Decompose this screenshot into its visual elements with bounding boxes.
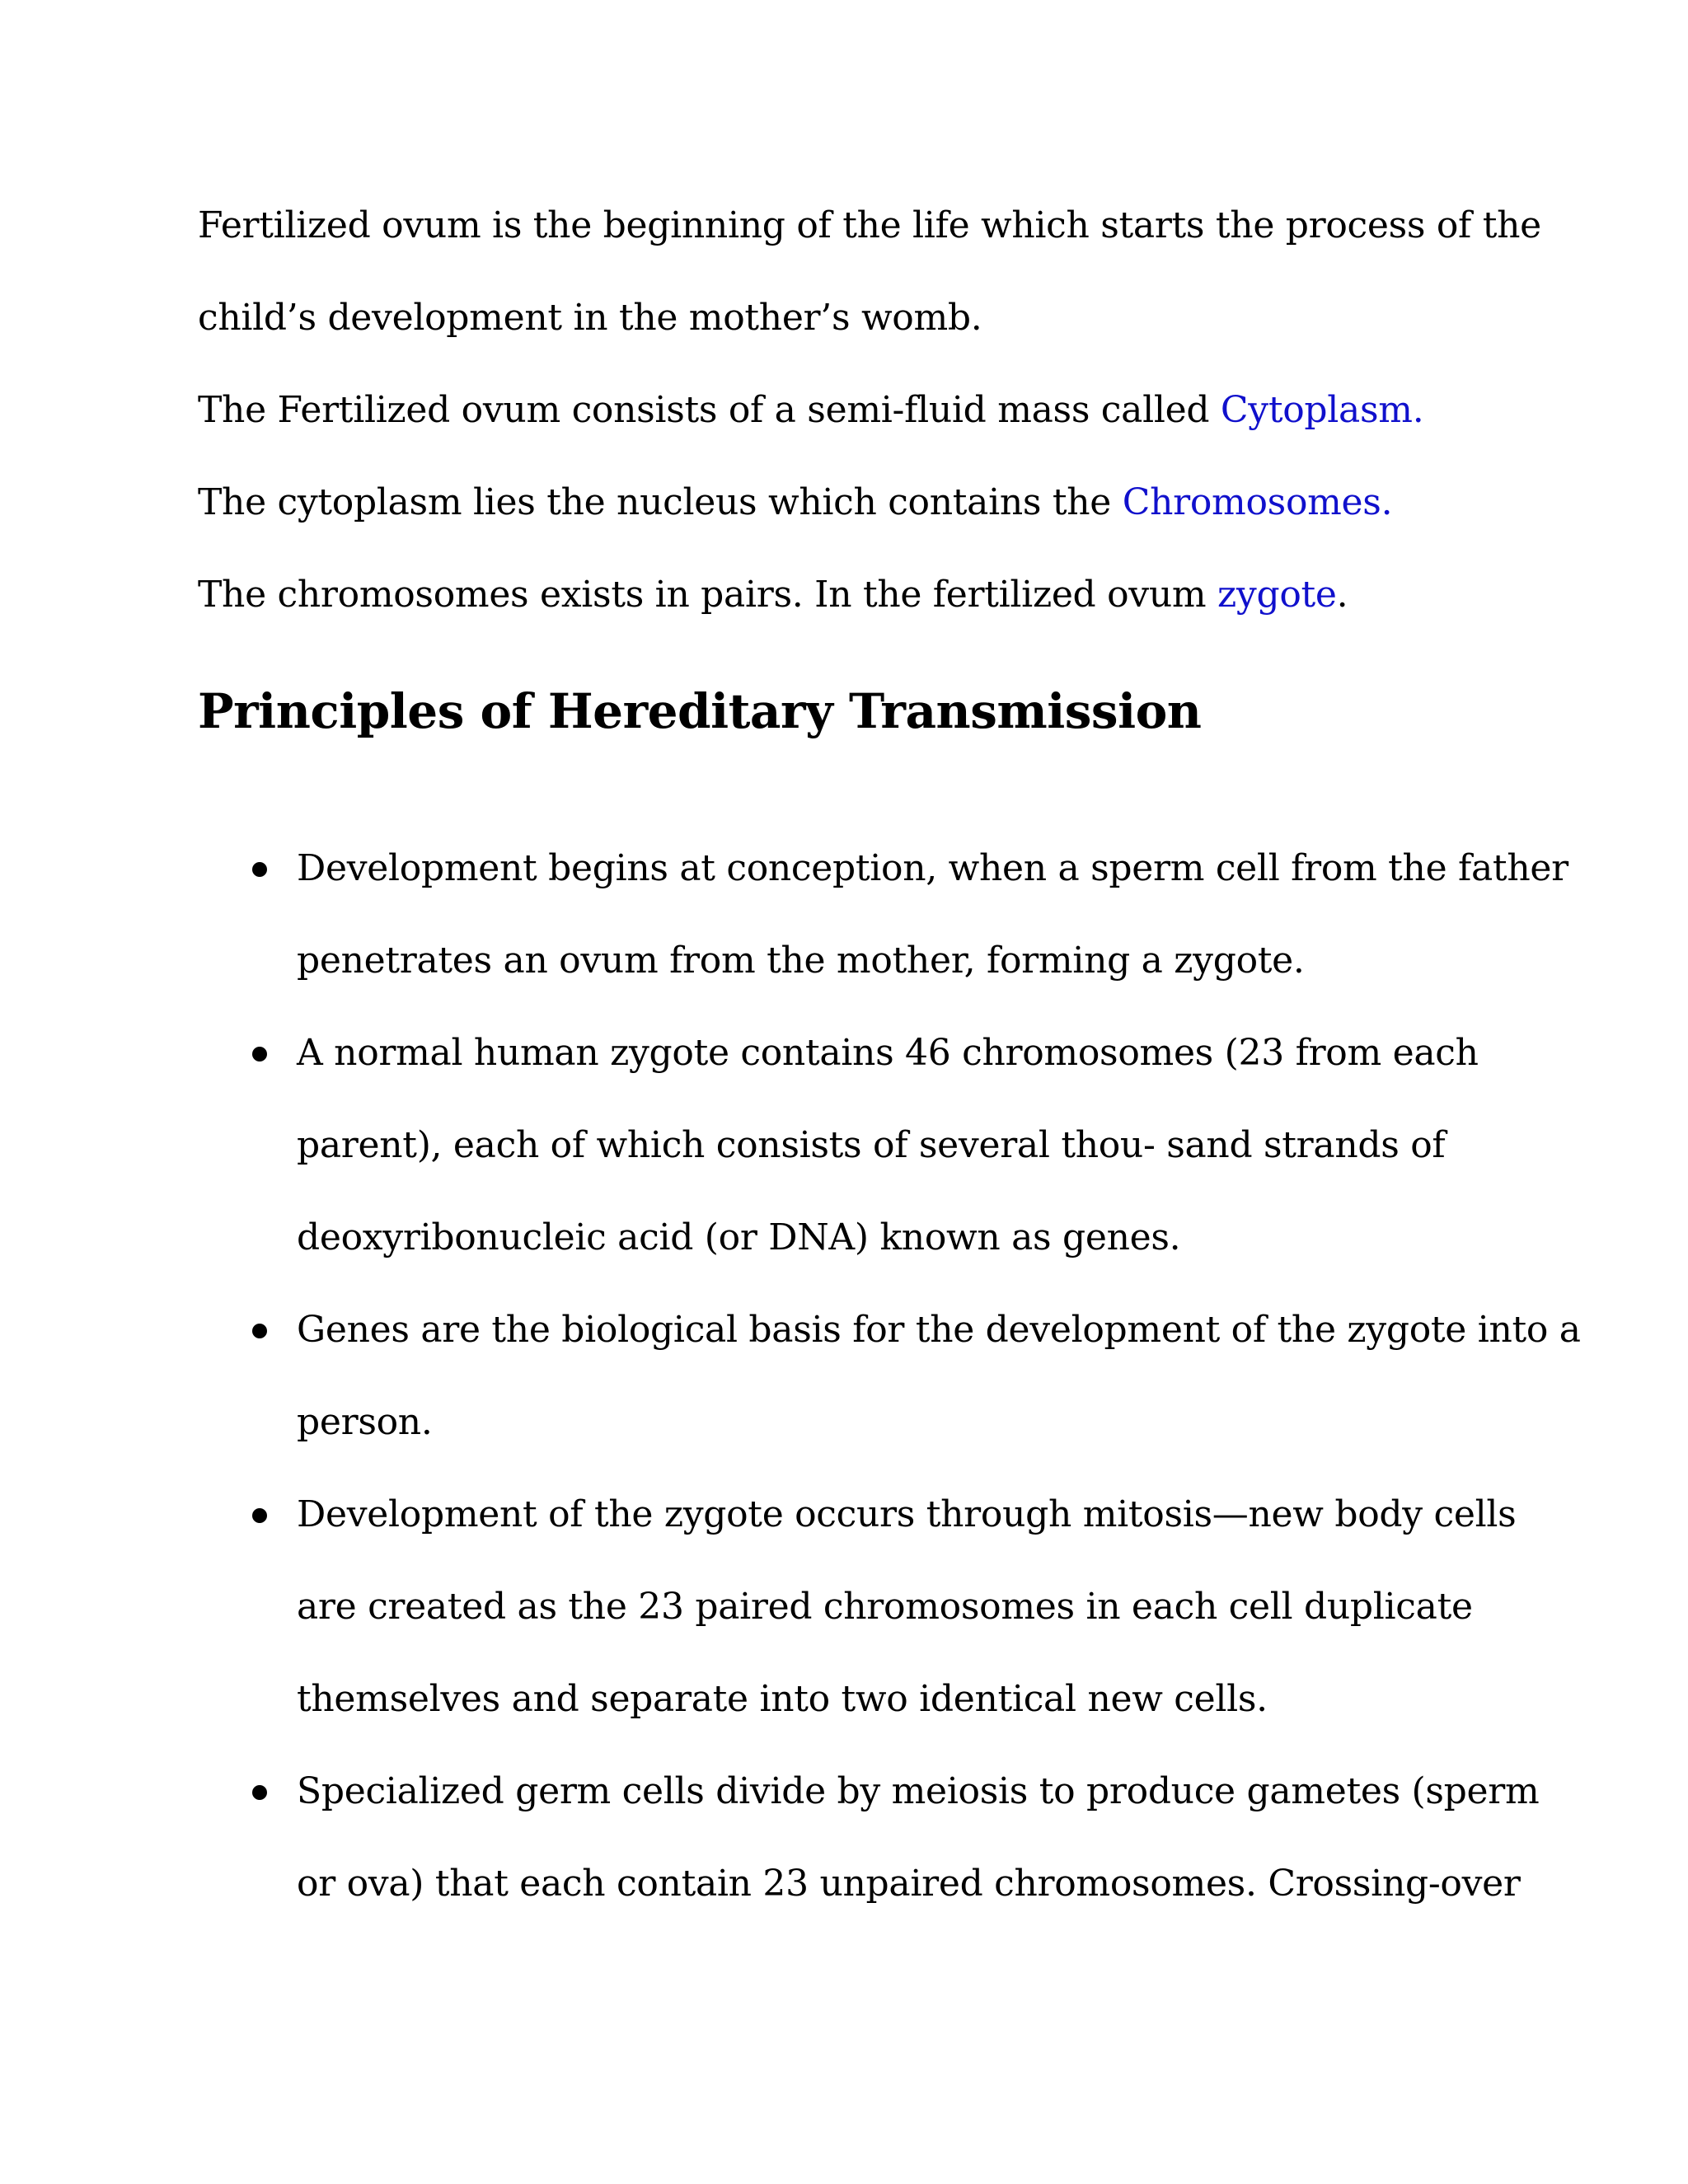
bullet-2-line-1: A normal human zygote contains 46 chromosomes (23 from each: [297, 1032, 1479, 1074]
intro-line-5: [198, 549, 1550, 641]
bullet-dot-icon: [252, 1508, 267, 1523]
bullet-item-1: [198, 823, 1568, 1007]
intro-line-3-text: The Fertilized ovum consists of a semi-fluid mass called: [198, 389, 1221, 431]
bullet-dot-icon: [252, 1785, 267, 1800]
intro-line-5-end: .: [1336, 574, 1348, 616]
bullet-item-4: [198, 1469, 1550, 1746]
section-heading: Principles of Hereditary Transmission: [198, 683, 1202, 739]
intro-line-1: Fertilized ovum is the beginning of the life which starts the process of the: [198, 204, 1541, 246]
bullet-item-5: [198, 1746, 1550, 1930]
document-body: [198, 180, 1581, 1930]
bullet-3-line-2: person.: [297, 1401, 433, 1443]
intro-line-4-text: The cytoplasm lies the nucleus which contains the: [198, 481, 1123, 523]
intro-line-3: [198, 364, 1550, 457]
bullet-dot-icon: [252, 862, 267, 877]
intro-line-4: [198, 457, 1550, 549]
bullet-list: [198, 823, 1581, 1930]
intro-line-5-text: The chromosomes exists in pairs. In the fertilized ovum: [198, 574, 1218, 616]
bullet-5-line-1: Specialized germ cells divide by meiosis to produce gametes (sperm: [297, 1770, 1540, 1812]
bullet-4-line-1: Development of the zygote occurs through mitosis—new body cells: [297, 1493, 1517, 1535]
bullet-item-2: [198, 1007, 1550, 1284]
bullet-dot-icon: [252, 1324, 267, 1338]
bullet-1-line-1: Development begins at conception, when a sperm cell from the father: [297, 847, 1568, 889]
bullet-2-line-3: deoxyribonucleic acid (or DNA) known as genes.: [297, 1216, 1181, 1258]
zygote-link[interactable]: zygote: [1217, 574, 1337, 616]
bullet-item-3: [198, 1284, 1581, 1469]
bullet-1-line-2: penetrates an ovum from the mother, forming a zygote.: [297, 940, 1305, 982]
bullet-3-line-1: Genes are the biological basis for the development of the zygote into a: [297, 1309, 1581, 1351]
intro-line-2: child’s development in the mother’s womb.: [198, 297, 982, 339]
cytoplasm-link[interactable]: Cytoplasm.: [1220, 389, 1424, 431]
bullet-4-line-2: are created as the 23 paired chromosomes in each cell duplicate: [297, 1586, 1473, 1628]
bullet-2-line-2: parent), each of which consists of several thou- sand strands of: [297, 1124, 1446, 1166]
bullet-dot-icon: [252, 1047, 267, 1062]
bullet-4-line-3: themselves and separate into two identical new cells.: [297, 1678, 1268, 1720]
chromosomes-link[interactable]: Chromosomes.: [1122, 481, 1393, 523]
bullet-5-line-2: or ova) that each contain 23 unpaired chromosomes. Crossing-over: [297, 1863, 1521, 1905]
